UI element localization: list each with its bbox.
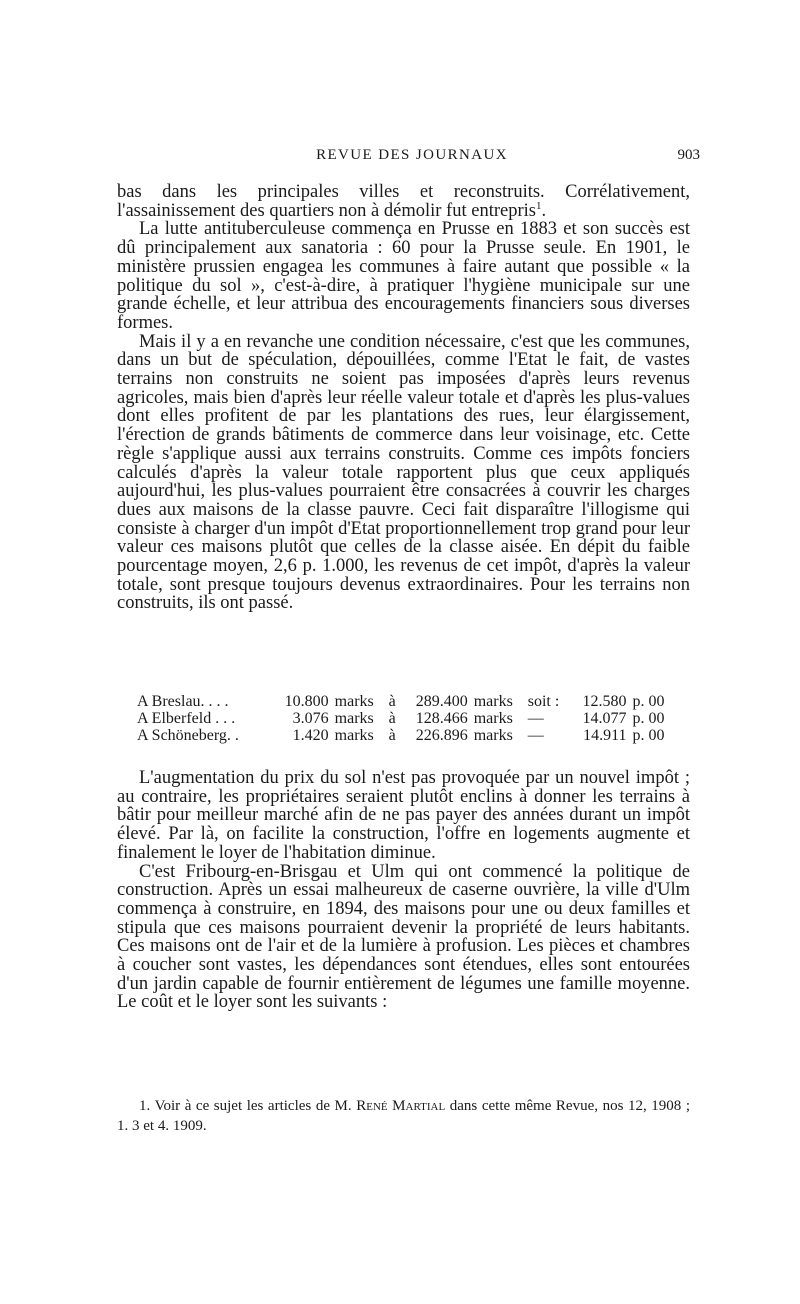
paragraph: bas dans les principales villes et reconstruits. Corrélativement, l'assainissement des quartiers non à démolir fut entrepris$^1$. <box>117 182 690 221</box>
stats-separator: — <box>527 710 544 727</box>
stats-value-from: 10.800 <box>284 693 329 710</box>
stats-row <box>137 710 672 727</box>
tax-statistics-table <box>137 693 672 744</box>
footnote-number: 1. <box>139 1098 151 1114</box>
stats-ratio: 14.911 <box>583 727 627 744</box>
page-header <box>134 147 700 169</box>
stats-value-from: 1.420 <box>292 727 329 744</box>
paragraph-text: bas dans les principales villes et reconstruits. Corrélativement, l'assainissement des quartiers non à démolir fut entrepris <box>117 182 690 221</box>
stats-unit-word: marks <box>473 710 513 727</box>
stats-unit-word: marks <box>473 693 513 710</box>
page-number: 903 <box>677 147 700 163</box>
stats-unit-word: marks <box>334 727 374 744</box>
stats-separator: soit : <box>527 693 560 710</box>
stats-ratio-unit: p. 00 <box>632 693 665 710</box>
stats-value-to: 226.896 <box>415 727 468 744</box>
stats-city: A Schöneberg. . <box>137 727 239 744</box>
stats-ratio: 12.580 <box>582 693 627 710</box>
stats-unit-word: marks <box>334 710 374 727</box>
paragraph: Mais il y a en revanche une condition nécessaire, c'est que les communes, dans un but de spéculation, dépouillées, comme l'Etat le fait, de vastes terrains non construits ne soient pas imposées d'après leurs revenus agricoles, mais bien d'après leur réelle valeur totale et d'après les plus-values dont elles profitent de par les plantations des rues, leur élargissement, l'érection de grands bâtiments de commerce dans leur voisinage, etc. Cette règle s'applique aussi aux terrains construits. Comme ces impôts fonciers calculés d'après la valeur totale rapportent plus que ceux appliqués aujourd'hui, les plus-values pourraient être consacrées à couvrir les charges dues aux maisons de la classe pauvre. Ceci fait disparaître l'illogisme qui consiste à charger d'un impôt d'Etat proportionnellement trop grand pour leur valeur ces maisons plutôt que celles de la classe aisée. En dépit du faible pourcentage moyen, 2,6 p. 1.000, les revenus de cet impôt, d'après la valeur totale, sont presque toujours devenus extraordinaires. Pour les terrains non construits, ils ont passé. <box>117 331 690 614</box>
body-text-bottom <box>117 769 690 1012</box>
paragraph: L'augmentation du prix du sol n'est pas provoquée par un nouvel impôt ; au contraire, les propriétaires seraient plutôt enclins à donner les terrains à bâtir pour meilleur marché afin de ne pas payer des années durant un impôt élevé. Par là, on facilite la construction, l'offre en logements augmente et finalement le loyer de l'habitation diminue. <box>117 768 690 863</box>
stats-city: A Breslau. . . . <box>137 693 229 710</box>
stats-ratio-unit: p. 00 <box>632 710 665 727</box>
footnote <box>117 1096 690 1136</box>
stats-preposition: à <box>388 727 396 744</box>
footnote-text: dans cette même Revue, nos 12, 1908 ; 1. 3 et 4. 1909. <box>117 1098 691 1134</box>
stats-city: A Elberfeld . . . <box>137 710 236 727</box>
stats-ratio-unit: p. 00 <box>632 727 665 744</box>
stats-row <box>137 693 672 710</box>
stats-value-to: 128.466 <box>415 710 468 727</box>
body-text-top <box>117 183 690 613</box>
stats-preposition: à <box>388 710 396 727</box>
stats-separator: — <box>527 727 544 744</box>
stats-ratio: 14.077 <box>582 710 627 727</box>
paragraph: La lutte antituberculeuse commença en Prusse en 1883 et son succès est dû principalement aux sanatoria : 60 pour la Prusse seule. En 1901, le ministère prussien engagea les communes à faire autant que possible « la politique du sol », c'est-à-dire, à pratiquer l'hygiène municipale sur une grande échelle, et leur attribua des encouragements financiers sous diverses formes. <box>117 219 690 333</box>
stats-unit-word: marks <box>473 727 513 744</box>
stats-value-from: 3.076 <box>292 710 329 727</box>
stats-unit-word: marks <box>334 693 374 710</box>
stats-value-to: 289.400 <box>415 693 468 710</box>
footnote-text: Voir à ce sujet les articles de M. <box>154 1098 352 1114</box>
footnote-author: René Martial <box>356 1098 446 1114</box>
running-title: REVUE DES JOURNAUX <box>316 147 508 163</box>
paragraph: C'est Fribourg-en-Brisgau et Ulm qui ont commencé la politique de construction. Après un essai malheureux de caserne ouvrière, la ville d'Ulm commença à construire, en 1894, des maisons pour une ou deux familles et stipula que ces maisons pourraient devenir la propriété de leurs habitants. Ces maisons ont de l'air et de la lumière à profusion. Les pièces et chambres à coucher sont vastes, les dépendances sont étendues, elles sont entourées d'un jardin capable de fournir entièrement de légumes une famille moyenne. Le coût et le loyer sont les suivants : <box>117 861 690 1013</box>
stats-row <box>137 727 672 744</box>
stats-preposition: à <box>388 693 396 710</box>
footnote-reference: 1 <box>535 199 542 212</box>
